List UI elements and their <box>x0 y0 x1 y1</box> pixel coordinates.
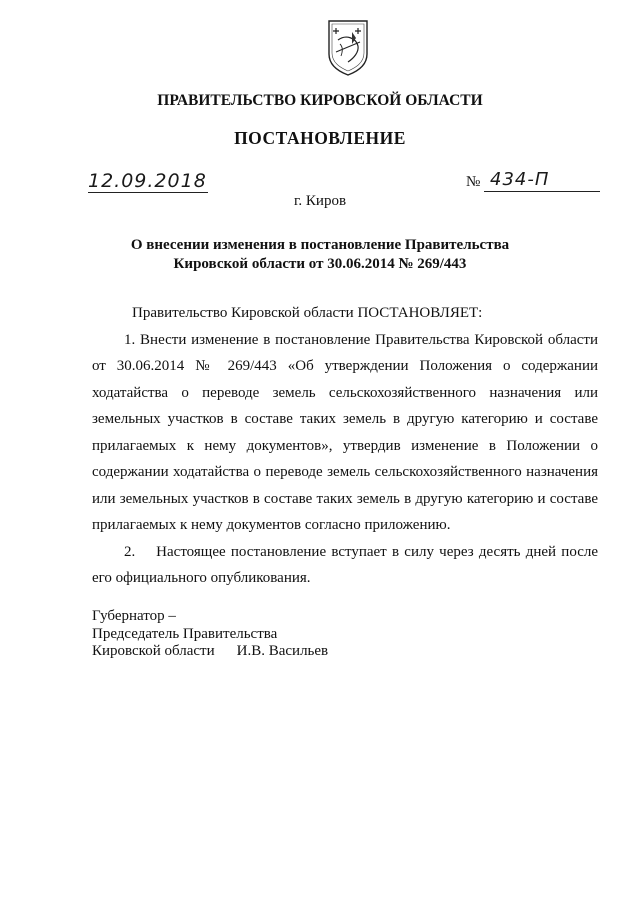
signature-title-2: Председатель Правительства <box>92 625 278 642</box>
coat-of-arms-icon <box>326 18 370 76</box>
city-label: г. Киров <box>293 193 347 209</box>
number-sign: № <box>466 174 481 190</box>
document-type-title: ПОСТАНОВЛЕНИЕ <box>234 128 406 148</box>
subject-line-1: О внесении изменения в постановление Правительства <box>130 237 510 253</box>
signature-title-1: Губернатор – <box>92 608 176 624</box>
document-subject <box>120 236 520 274</box>
document-date: 12.09.2018 <box>88 170 207 192</box>
resolution-paragraph-1: 1. Внести изменение в постановление Правительства Кировской области от 30.06.2014 № 269/443 «Об утверждении Положения о содержании ходатайства о переводе земель сельскохозяйственного назначения или земельных участков в составе таких земель в другую категорию и составе прилагаемых к нему документов», утвердив изменение в Положении о содержании ходатайства о переводе земель сельскохозяйственного назначения или земельных участков в составе таких земель в другую категорию и составе прилагаемых к нему документов согласно приложению. <box>92 331 598 533</box>
signature-title-3: Кировской области <box>92 643 215 659</box>
organization-title: ПРАВИТЕЛЬСТВО КИРОВСКОЙ ОБЛАСТИ <box>157 92 483 109</box>
resolution-intro: Правительство Кировской области ПОСТАНОВЛЯЕТ: <box>132 305 483 321</box>
document-body <box>92 300 602 592</box>
signatory-name: И.В. Васильев <box>236 643 329 659</box>
subject-line-2: Кировской области от 30.06.2014 № 269/443 <box>173 256 467 272</box>
document-number: 434-П <box>484 169 600 192</box>
resolution-paragraph-2: 2. Настоящее постановление вступает в силу через десять дней после его официального опубликования. <box>92 543 602 586</box>
signature-block <box>92 608 328 661</box>
signature-title-3-row <box>92 643 328 661</box>
document-number-block <box>466 169 600 194</box>
